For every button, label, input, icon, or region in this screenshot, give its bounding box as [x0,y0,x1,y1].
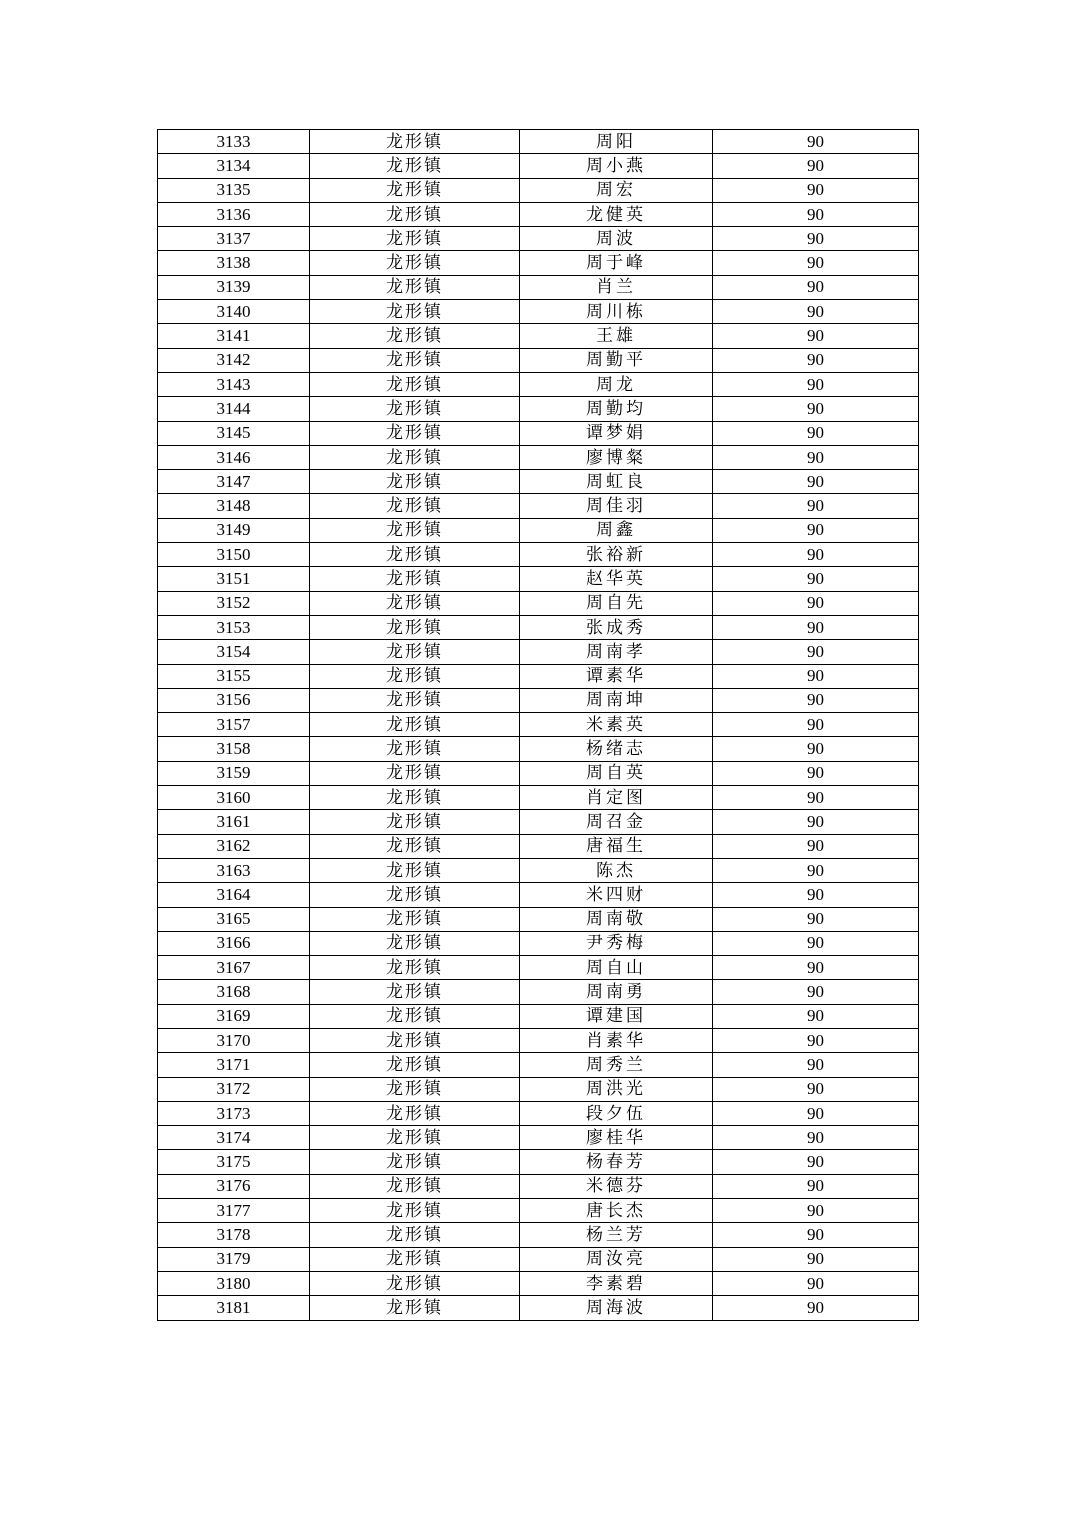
score-cell: 90 [713,1223,919,1247]
town-cell: 龙形镇 [310,688,520,712]
person-name-cell: 周勤均 [520,397,713,421]
table-row [158,1296,919,1320]
town-cell: 龙形镇 [310,518,520,542]
table-row [158,931,919,955]
score-cell: 90 [713,372,919,396]
score-cell: 90 [713,1199,919,1223]
town-cell: 龙形镇 [310,1296,520,1320]
table-row [158,810,919,834]
score-cell: 90 [713,640,919,664]
person-name-cell: 杨兰芳 [520,1223,713,1247]
table-row [158,615,919,639]
row-number-cell: 3134 [158,154,310,178]
town-cell: 龙形镇 [310,786,520,810]
score-cell: 90 [713,858,919,882]
table-row [158,713,919,737]
score-cell: 90 [713,737,919,761]
town-cell: 龙形镇 [310,372,520,396]
person-name-cell: 周南敬 [520,907,713,931]
town-cell: 龙形镇 [310,1053,520,1077]
person-name-cell: 肖素华 [520,1028,713,1052]
row-number-cell: 3138 [158,251,310,275]
score-cell: 90 [713,956,919,980]
table-row [158,567,919,591]
table-row [158,1174,919,1198]
town-cell: 龙形镇 [310,737,520,761]
row-number-cell: 3148 [158,494,310,518]
row-number-cell: 3137 [158,227,310,251]
town-cell: 龙形镇 [310,445,520,469]
row-number-cell: 3155 [158,664,310,688]
person-name-cell: 段夕伍 [520,1101,713,1125]
row-number-cell: 3154 [158,640,310,664]
row-number-cell: 3145 [158,421,310,445]
score-cell: 90 [713,470,919,494]
row-number-cell: 3146 [158,445,310,469]
person-name-cell: 尹秀梅 [520,931,713,955]
row-number-cell: 3158 [158,737,310,761]
table-row [158,883,919,907]
town-cell: 龙形镇 [310,567,520,591]
table-row [158,494,919,518]
person-name-cell: 周龙 [520,372,713,396]
row-number-cell: 3167 [158,956,310,980]
town-cell: 龙形镇 [310,178,520,202]
person-name-cell: 周自山 [520,956,713,980]
row-number-cell: 3141 [158,324,310,348]
person-name-cell: 周海波 [520,1296,713,1320]
table-row [158,518,919,542]
table-row [158,1126,919,1150]
table-row [158,1247,919,1271]
town-cell: 龙形镇 [310,980,520,1004]
row-number-cell: 3173 [158,1101,310,1125]
row-number-cell: 3165 [158,907,310,931]
score-cell: 90 [713,275,919,299]
score-cell: 90 [713,1077,919,1101]
table-row [158,348,919,372]
table-row [158,445,919,469]
person-name-cell: 张裕新 [520,543,713,567]
table-row [158,421,919,445]
person-name-cell: 周于峰 [520,251,713,275]
score-cell: 90 [713,300,919,324]
person-name-cell: 廖桂华 [520,1126,713,1150]
score-cell: 90 [713,931,919,955]
score-cell: 90 [713,348,919,372]
score-cell: 90 [713,178,919,202]
table-row [158,786,919,810]
town-cell: 龙形镇 [310,1199,520,1223]
town-cell: 龙形镇 [310,1174,520,1198]
person-name-cell: 米四财 [520,883,713,907]
person-name-cell: 周勤平 [520,348,713,372]
town-cell: 龙形镇 [310,275,520,299]
table-row [158,251,919,275]
person-name-cell: 张成秀 [520,615,713,639]
person-name-cell: 米德芬 [520,1174,713,1198]
row-number-cell: 3164 [158,883,310,907]
score-cell: 90 [713,518,919,542]
person-name-cell: 周川栋 [520,300,713,324]
person-name-cell: 周召金 [520,810,713,834]
score-cell: 90 [713,445,919,469]
score-cell: 90 [713,1271,919,1295]
person-name-cell: 周南勇 [520,980,713,1004]
town-cell: 龙形镇 [310,324,520,348]
score-cell: 90 [713,227,919,251]
table-row [158,1028,919,1052]
person-name-cell: 唐长杰 [520,1199,713,1223]
person-name-cell: 周小燕 [520,154,713,178]
person-name-cell: 周洪光 [520,1077,713,1101]
table-row [158,1150,919,1174]
town-cell: 龙形镇 [310,470,520,494]
town-cell: 龙形镇 [310,907,520,931]
table-row [158,397,919,421]
score-cell: 90 [713,1004,919,1028]
town-cell: 龙形镇 [310,1271,520,1295]
row-number-cell: 3153 [158,615,310,639]
town-cell: 龙形镇 [310,591,520,615]
row-number-cell: 3135 [158,178,310,202]
table-row [158,178,919,202]
town-cell: 龙形镇 [310,202,520,226]
score-cell: 90 [713,154,919,178]
row-number-cell: 3180 [158,1271,310,1295]
row-number-cell: 3176 [158,1174,310,1198]
person-name-cell: 谭建国 [520,1004,713,1028]
table-row [158,1077,919,1101]
table-row [158,543,919,567]
person-name-cell: 杨绪志 [520,737,713,761]
person-name-cell: 肖兰 [520,275,713,299]
score-cell: 90 [713,1174,919,1198]
person-name-cell: 周宏 [520,178,713,202]
town-cell: 龙形镇 [310,834,520,858]
score-cell: 90 [713,1053,919,1077]
row-number-cell: 3168 [158,980,310,1004]
person-name-cell: 周鑫 [520,518,713,542]
town-cell: 龙形镇 [310,1223,520,1247]
row-number-cell: 3174 [158,1126,310,1150]
row-number-cell: 3144 [158,397,310,421]
row-number-cell: 3163 [158,858,310,882]
score-cell: 90 [713,202,919,226]
score-cell: 90 [713,421,919,445]
row-number-cell: 3166 [158,931,310,955]
person-name-cell: 周虹良 [520,470,713,494]
row-number-cell: 3162 [158,834,310,858]
town-cell: 龙形镇 [310,931,520,955]
person-name-cell: 周南坤 [520,688,713,712]
score-cell: 90 [713,130,919,154]
table-row [158,300,919,324]
score-cell: 90 [713,834,919,858]
town-cell: 龙形镇 [310,761,520,785]
row-number-cell: 3170 [158,1028,310,1052]
table-row [158,858,919,882]
roster-table [157,129,919,1321]
town-cell: 龙形镇 [310,300,520,324]
row-number-cell: 3171 [158,1053,310,1077]
person-name-cell: 李素碧 [520,1271,713,1295]
table-row [158,980,919,1004]
row-number-cell: 3172 [158,1077,310,1101]
table-row [158,664,919,688]
score-cell: 90 [713,1126,919,1150]
score-cell: 90 [713,664,919,688]
row-number-cell: 3181 [158,1296,310,1320]
score-cell: 90 [713,543,919,567]
town-cell: 龙形镇 [310,1247,520,1271]
roster-body [158,130,919,1321]
table-row [158,227,919,251]
row-number-cell: 3152 [158,591,310,615]
person-name-cell: 谭素华 [520,664,713,688]
town-cell: 龙形镇 [310,615,520,639]
score-cell: 90 [713,810,919,834]
score-cell: 90 [713,251,919,275]
person-name-cell: 王雄 [520,324,713,348]
table-row [158,688,919,712]
row-number-cell: 3157 [158,713,310,737]
score-cell: 90 [713,1247,919,1271]
row-number-cell: 3178 [158,1223,310,1247]
person-name-cell: 赵华英 [520,567,713,591]
row-number-cell: 3159 [158,761,310,785]
row-number-cell: 3156 [158,688,310,712]
row-number-cell: 3147 [158,470,310,494]
score-cell: 90 [713,786,919,810]
town-cell: 龙形镇 [310,1101,520,1125]
row-number-cell: 3175 [158,1150,310,1174]
row-number-cell: 3179 [158,1247,310,1271]
town-cell: 龙形镇 [310,810,520,834]
score-cell: 90 [713,397,919,421]
table-row [158,275,919,299]
town-cell: 龙形镇 [310,1150,520,1174]
row-number-cell: 3136 [158,202,310,226]
table-row [158,372,919,396]
score-cell: 90 [713,713,919,737]
table-row [158,761,919,785]
row-number-cell: 3149 [158,518,310,542]
person-name-cell: 周自先 [520,591,713,615]
row-number-cell: 3142 [158,348,310,372]
row-number-cell: 3140 [158,300,310,324]
town-cell: 龙形镇 [310,1004,520,1028]
person-name-cell: 周自英 [520,761,713,785]
table-row [158,324,919,348]
table-row [158,834,919,858]
score-cell: 90 [713,761,919,785]
table-row [158,956,919,980]
row-number-cell: 3143 [158,372,310,396]
row-number-cell: 3161 [158,810,310,834]
score-cell: 90 [713,1150,919,1174]
score-cell: 90 [713,324,919,348]
table-row [158,130,919,154]
person-name-cell: 周汝亮 [520,1247,713,1271]
person-name-cell: 周南孝 [520,640,713,664]
table-row [158,1199,919,1223]
score-cell: 90 [713,591,919,615]
table-row [158,1053,919,1077]
town-cell: 龙形镇 [310,883,520,907]
table-row [158,1004,919,1028]
town-cell: 龙形镇 [310,130,520,154]
town-cell: 龙形镇 [310,251,520,275]
town-cell: 龙形镇 [310,348,520,372]
score-cell: 90 [713,980,919,1004]
score-cell: 90 [713,1101,919,1125]
town-cell: 龙形镇 [310,227,520,251]
table-row [158,907,919,931]
town-cell: 龙形镇 [310,494,520,518]
score-cell: 90 [713,1296,919,1320]
table-row [158,202,919,226]
person-name-cell: 周阳 [520,130,713,154]
score-cell: 90 [713,567,919,591]
town-cell: 龙形镇 [310,1077,520,1101]
table-row [158,1271,919,1295]
town-cell: 龙形镇 [310,421,520,445]
town-cell: 龙形镇 [310,543,520,567]
score-cell: 90 [713,1028,919,1052]
row-number-cell: 3160 [158,786,310,810]
row-number-cell: 3151 [158,567,310,591]
person-name-cell: 谭梦娟 [520,421,713,445]
table-row [158,1101,919,1125]
table-row [158,470,919,494]
person-name-cell: 肖定图 [520,786,713,810]
person-name-cell: 陈杰 [520,858,713,882]
row-number-cell: 3169 [158,1004,310,1028]
row-number-cell: 3139 [158,275,310,299]
score-cell: 90 [713,907,919,931]
town-cell: 龙形镇 [310,858,520,882]
row-number-cell: 3150 [158,543,310,567]
town-cell: 龙形镇 [310,640,520,664]
town-cell: 龙形镇 [310,664,520,688]
table-row [158,737,919,761]
table-row [158,591,919,615]
score-cell: 90 [713,883,919,907]
person-name-cell: 周波 [520,227,713,251]
person-name-cell: 龙健英 [520,202,713,226]
person-name-cell: 周秀兰 [520,1053,713,1077]
town-cell: 龙形镇 [310,1126,520,1150]
score-cell: 90 [713,494,919,518]
person-name-cell: 周佳羽 [520,494,713,518]
score-cell: 90 [713,688,919,712]
town-cell: 龙形镇 [310,956,520,980]
town-cell: 龙形镇 [310,713,520,737]
row-number-cell: 3177 [158,1199,310,1223]
table-row [158,1223,919,1247]
town-cell: 龙形镇 [310,397,520,421]
person-name-cell: 米素英 [520,713,713,737]
row-number-cell: 3133 [158,130,310,154]
table-row [158,640,919,664]
person-name-cell: 杨春芳 [520,1150,713,1174]
town-cell: 龙形镇 [310,1028,520,1052]
table-row [158,154,919,178]
town-cell: 龙形镇 [310,154,520,178]
score-cell: 90 [713,615,919,639]
person-name-cell: 唐福生 [520,834,713,858]
person-name-cell: 廖博粲 [520,445,713,469]
